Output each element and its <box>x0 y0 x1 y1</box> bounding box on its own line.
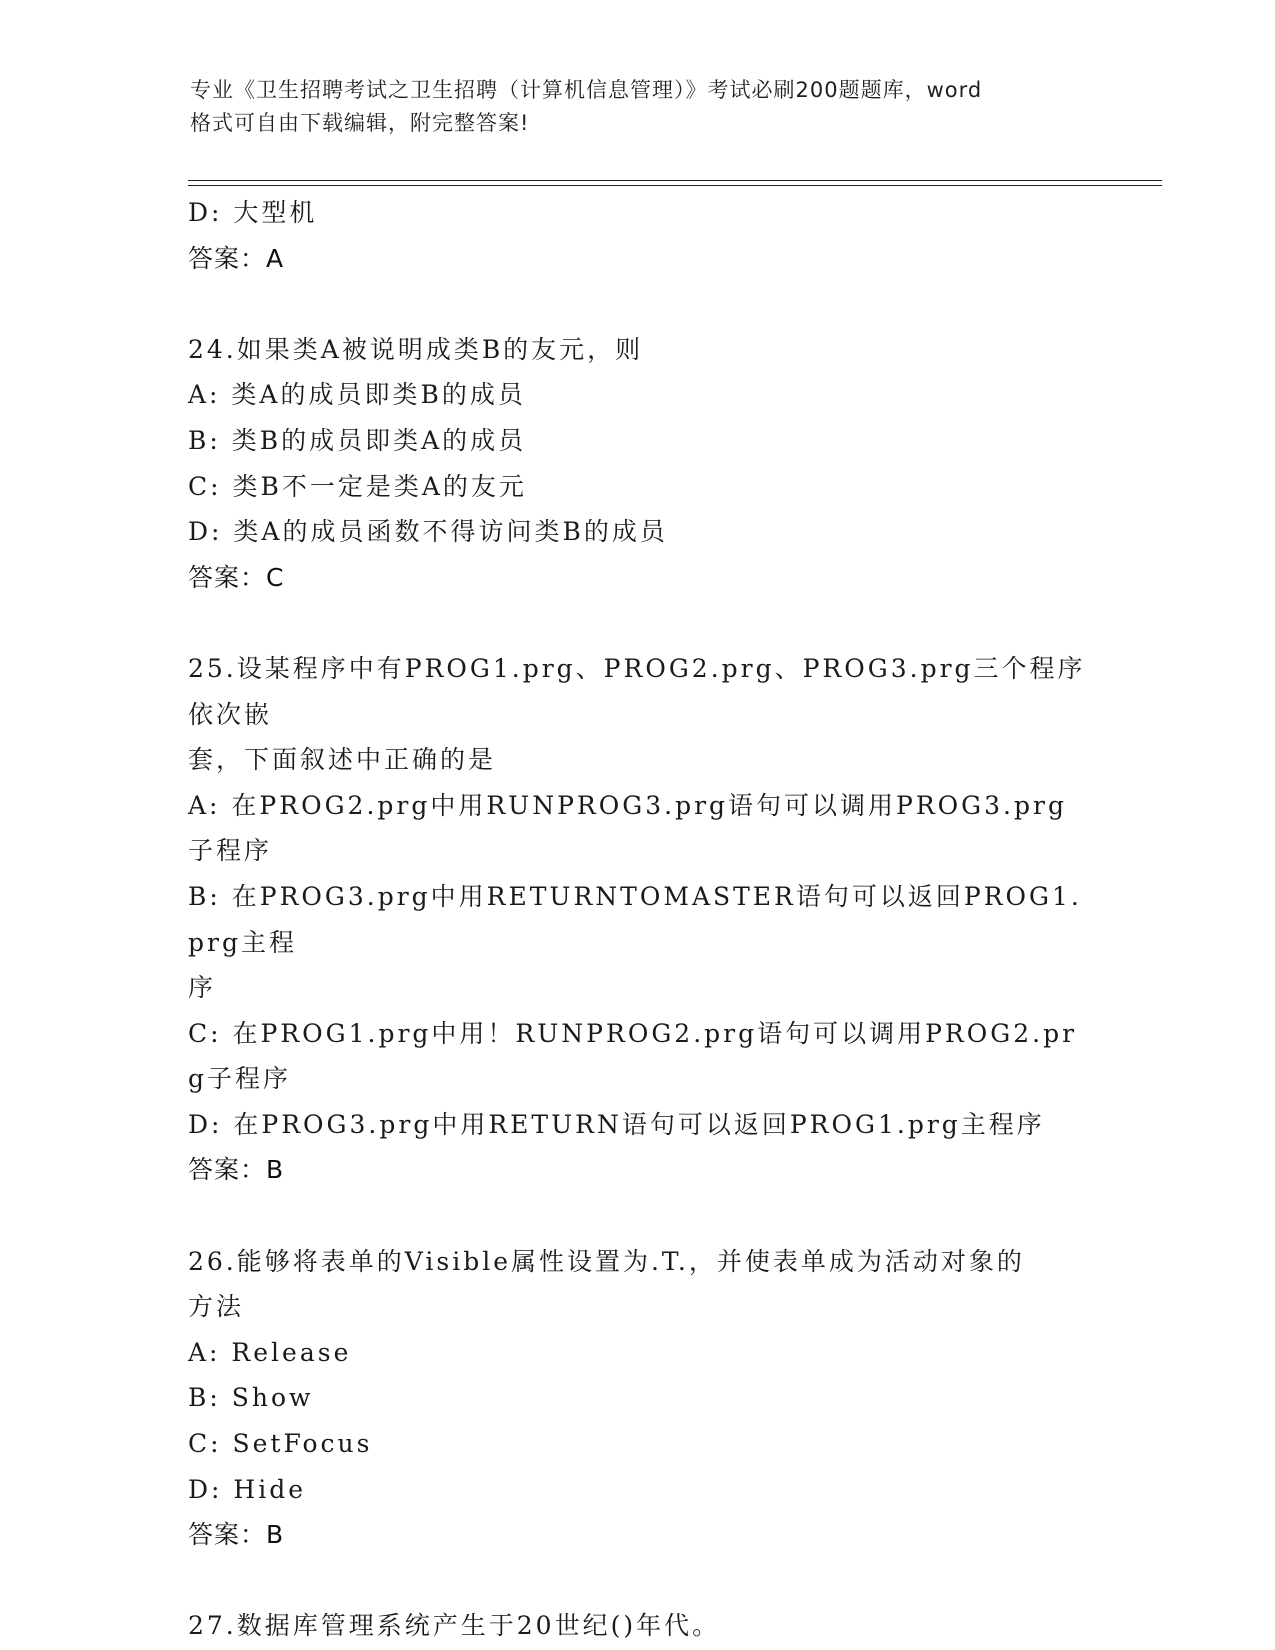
header-divider-top <box>188 180 1162 181</box>
option-d: D: Hide <box>188 1474 307 1504</box>
spacer <box>188 1193 1088 1239</box>
option-b-line-2: 序 <box>188 973 217 1003</box>
document-header <box>190 74 1100 140</box>
question-text-line-2: 套，下面叙述中正确的是 <box>188 745 497 775</box>
question-text-line-1: 26.能够将表单的Visible属性设置为.T.，并使表单成为活动对象的 <box>188 1246 1025 1276</box>
question-27 <box>188 1603 1088 1649</box>
question-text-line-2: 方法 <box>188 1292 245 1322</box>
option-a: A: 在PROG2.prg中用RUNPROG3.prg语句可以调用PROG3.prg子程序 <box>188 790 1067 866</box>
option-b: B: 类B的成员即类A的成员 <box>188 425 527 455</box>
option-c: C: 类B不一定是类A的友元 <box>188 471 527 501</box>
answer-label: 答案：A <box>188 243 285 273</box>
answer-label: 答案：B <box>188 1520 285 1550</box>
option-c: C: 在PROG1.prg中用！RUNPROG2.prg语句可以调用PROG2.prg子程序 <box>188 1018 1078 1094</box>
option-d: D: 大型机 <box>188 198 318 227</box>
option-a: A: 类A的成员即类B的成员 <box>188 380 526 410</box>
question-text: 24.如果类A被说明成类B的友元，则 <box>188 334 644 364</box>
option-b-line-1: B: 在PROG3.prg中用RETURNTOMASTER语句可以返回PROG1.prg主程 <box>188 881 1082 957</box>
spacer <box>188 281 1088 327</box>
question-list <box>188 190 1088 1649</box>
header-title-line-2: 格式可自由下载编辑，附完整答案! <box>190 111 530 135</box>
spacer <box>188 600 1088 646</box>
question-24 <box>188 327 1088 601</box>
option-a: A: Release <box>188 1337 352 1367</box>
answer-label: 答案：B <box>188 1155 285 1185</box>
header-divider-bottom <box>188 185 1162 186</box>
question-25 <box>188 646 1088 1193</box>
answer-label: 答案：C <box>188 562 285 592</box>
option-b: B: Show <box>188 1383 314 1413</box>
question-26 <box>188 1239 1088 1558</box>
option-d: D: 类A的成员函数不得访问类B的成员 <box>188 517 668 547</box>
question-text: 27.数据库管理系统产生于20世纪()年代。 <box>188 1611 721 1641</box>
option-d: D: 在PROG3.prg中用RETURN语句可以返回PROG1.prg主程序 <box>188 1109 1045 1139</box>
question-text-line-1: 25.设某程序中有PROG1.prg、PROG2.prg、PROG3.prg三个程序依次嵌 <box>188 653 1086 729</box>
question-23 <box>188 190 1088 281</box>
header-title-line-1: 专业《卫生招聘考试之卫生招聘（计算机信息管理）》考试必刷200题题库，word <box>190 78 983 102</box>
option-c: C: SetFocus <box>188 1429 373 1459</box>
spacer <box>188 1558 1088 1604</box>
